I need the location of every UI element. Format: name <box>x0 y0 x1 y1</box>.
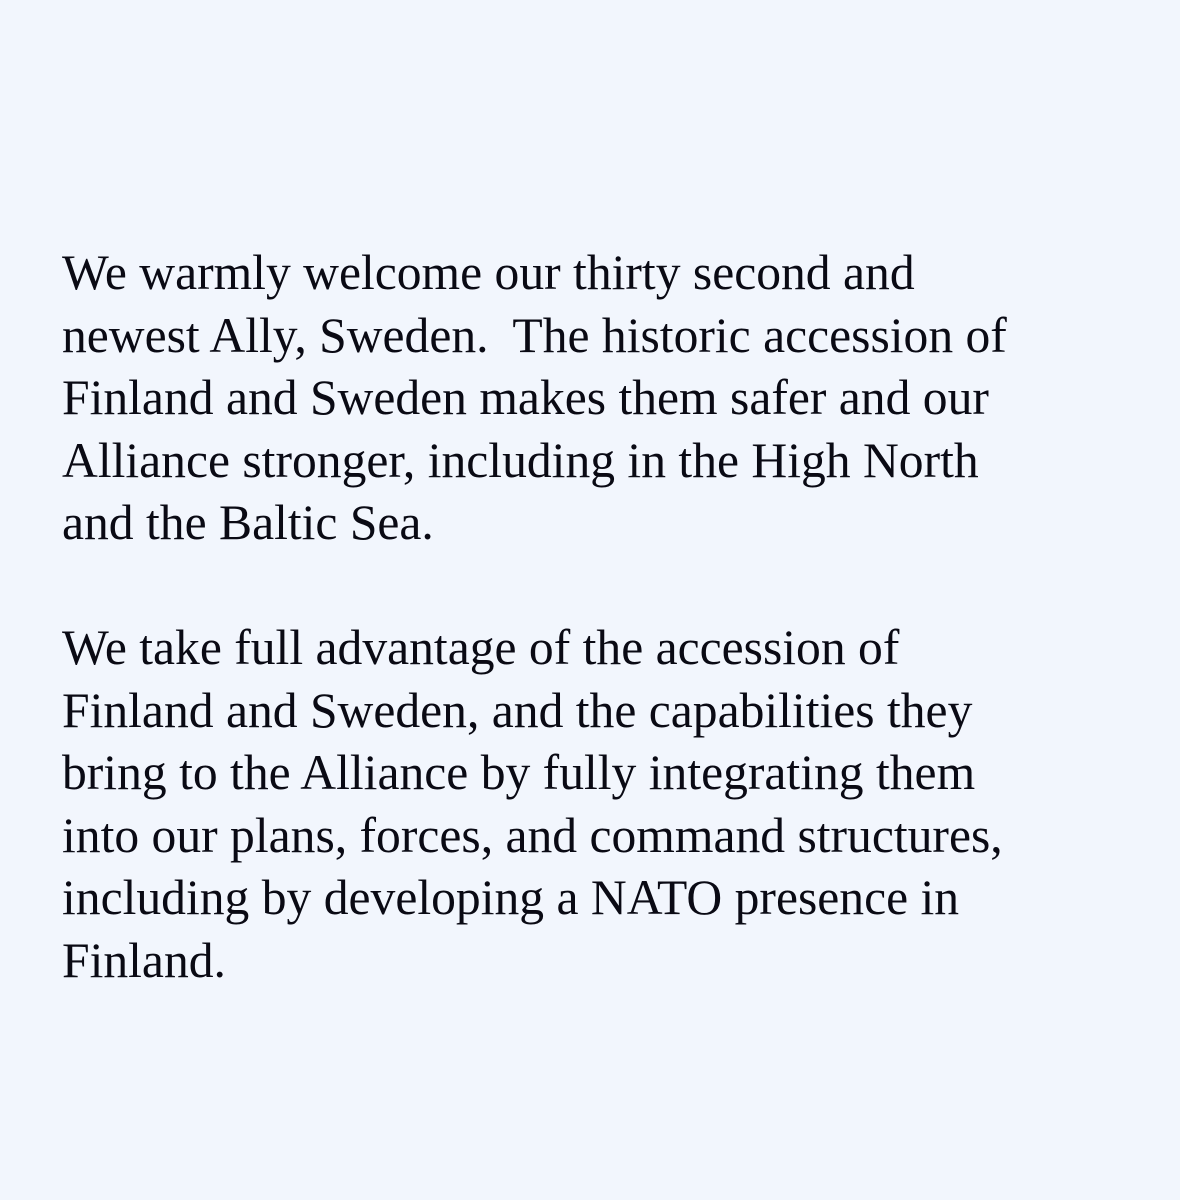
statement-document <box>62 242 1162 992</box>
paragraph-line: and the Baltic Sea. <box>62 495 434 550</box>
paragraph-line: We warmly welcome our thirty second and <box>62 245 915 300</box>
paragraph-line: newest Ally, Sweden. The historic accession of <box>62 307 1007 363</box>
paragraph-line: Finland. <box>62 932 226 988</box>
paragraph-line: Finland and Sweden, and the capabilities they <box>62 682 973 738</box>
paragraph-welcome <box>62 242 1162 555</box>
paragraph-line: We take full advantage of the accession of <box>62 620 900 675</box>
paragraph-integration <box>62 617 1162 992</box>
paragraph-line: into our plans, forces, and command structures, <box>62 807 1003 863</box>
paragraph-line: bring to the Alliance by fully integrating them <box>62 745 976 800</box>
paragraph-spacer <box>62 555 1162 618</box>
paragraph-line: Alliance stronger, including in the High North <box>62 432 979 488</box>
paragraph-line: Finland and Sweden makes them safer and our <box>62 370 989 425</box>
paragraph-line: including by developing a NATO presence in <box>62 870 960 925</box>
